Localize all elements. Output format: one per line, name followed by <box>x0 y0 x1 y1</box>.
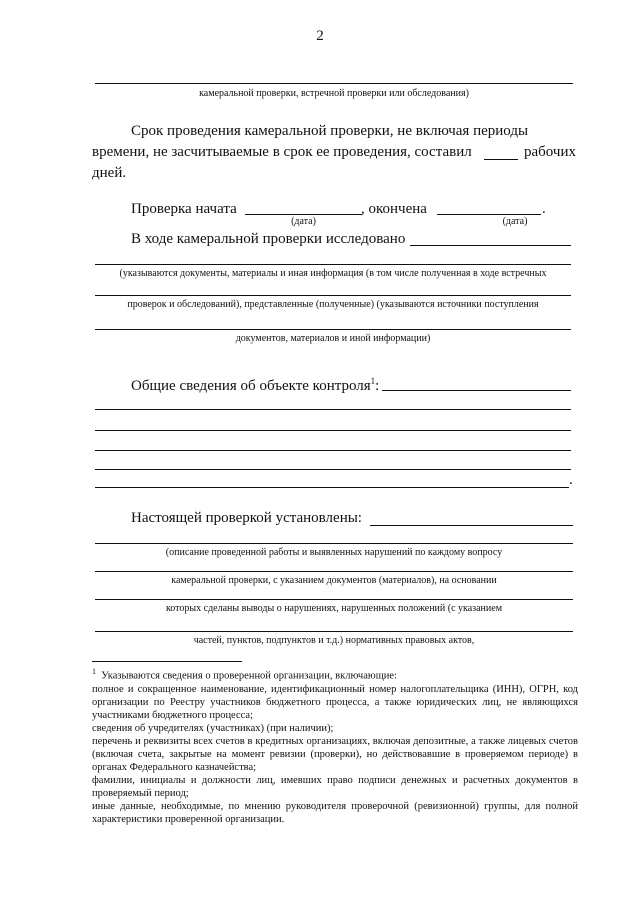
footnote-item: фамилии, инициалы и должности лиц, имевших право подписи денежных и расчетных документов в проверяемый период; <box>92 774 578 799</box>
established-caption-2: камеральной проверки, с указанием документов (материалов), на основании <box>171 575 497 586</box>
start-date-blank[interactable] <box>245 214 362 215</box>
start-date-caption: (дата) <box>291 216 316 227</box>
established-label: Настоящей проверкой установлены: <box>131 510 362 526</box>
footnote-intro <box>92 665 578 683</box>
check-started-label: Проверка начата <box>131 201 237 217</box>
fill-line[interactable] <box>95 599 573 600</box>
term-line-1: Срок проведения камеральной проверки, не включая периоды <box>131 123 529 139</box>
established-caption-3: которых сделаны выводы о нарушениях, нарушенных положений (с указанием <box>165 603 503 614</box>
footnote-mark: 1 <box>92 667 96 676</box>
page-number: 2 <box>316 28 324 44</box>
end-date-caption: (дата) <box>502 216 528 227</box>
fill-line[interactable] <box>95 329 571 330</box>
fill-line[interactable] <box>95 571 573 572</box>
check-ended-label: , окончена <box>361 201 427 217</box>
fill-line[interactable] <box>95 295 571 296</box>
days-blank[interactable] <box>484 159 518 160</box>
term-line-2-end: рабочих <box>524 144 576 160</box>
fill-line[interactable] <box>95 631 573 632</box>
fill-line[interactable] <box>95 264 571 265</box>
footnote-item: перечень и реквизиты всех счетов в кредитных организациях, включая депозитные, а также лицевых счетов (включая счета, закрытые на момент ревизии (проверки), но действовавшие в проверяемом периоде) в органах Федерального казначейства; <box>92 735 578 773</box>
end-date-period: . <box>542 201 546 217</box>
footnote-separator <box>92 661 242 662</box>
footnote-block <box>92 665 578 826</box>
fill-line <box>95 83 573 84</box>
term-line-3: дней. <box>92 165 127 181</box>
fill-line[interactable] <box>95 469 571 470</box>
footnote-item: полное и сокращенное наименование, идентификационный номер налогоплательщика (ИНН), ОГРН, код организации по Реестру участников бюджетного процесса, а также юридических лиц, не являющихся участниками бюджетного процесса; <box>92 683 578 721</box>
object-info-colon: : <box>375 378 380 394</box>
object-info-period: . <box>569 472 573 488</box>
fill-line[interactable] <box>95 409 571 410</box>
fill-line[interactable] <box>95 487 569 488</box>
footnote-intro-text: Указываются сведения о проверенной организации, включающие: <box>101 670 397 682</box>
end-date-blank[interactable] <box>437 214 541 215</box>
footnote-ref: 1 <box>370 376 376 386</box>
investigated-caption-1: (указываются документы, материалы и иная информация (в том числе полученная в ходе встречных <box>119 268 547 279</box>
footnote-item: сведения об учредителях (участниках) (при наличии); <box>92 722 334 734</box>
object-info-blank[interactable] <box>382 390 571 391</box>
object-info-text: Общие сведения об объекте контроля <box>131 378 371 394</box>
term-line-2: времени, не засчитываемые в срок ее проведения, составил <box>92 144 472 160</box>
established-blank[interactable] <box>370 525 573 526</box>
fill-line[interactable] <box>95 543 573 544</box>
object-info-label <box>131 376 379 395</box>
fill-line[interactable] <box>95 450 571 451</box>
investigated-caption-3: документов, материалов и иной информации) <box>235 333 431 344</box>
investigated-caption-2: проверок и обследований), представленные (полученные) (указываются источники поступления <box>127 299 539 310</box>
established-caption-1: (описание проведенной работы и выявленных нарушений по каждому вопросу <box>165 547 503 558</box>
investigated-label: В ходе камеральной проверки исследовано <box>131 231 406 247</box>
fill-line[interactable] <box>95 430 571 431</box>
caption-check-type: камеральной проверки, встречной проверки или обследования) <box>199 88 469 99</box>
investigated-blank[interactable] <box>410 245 571 246</box>
footnote-item: иные данные, необходимые, по мнению руководителя проверочной (ревизионной) группы, для полной характеристики проверенной организации. <box>92 800 578 825</box>
established-caption-4: частей, пунктов, подпунктов и т.д.) нормативных правовых актов, <box>193 635 475 646</box>
